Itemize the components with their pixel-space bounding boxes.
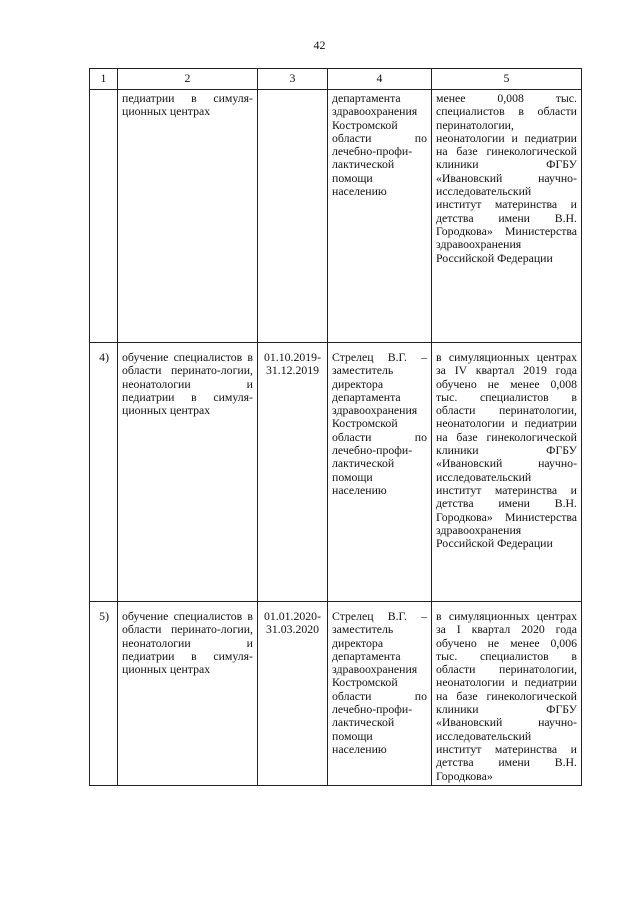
row-number: 4)	[90, 343, 118, 602]
responsible-cell: департамента здравоохранения Костромской области по лечебно-профи-лактической помощи населению	[328, 90, 432, 343]
event-cell: обучение специалистов в области перинато-логии, неонатологии и педиатрии в симуля-ционных центрах	[118, 602, 258, 786]
column-header: 3	[258, 69, 328, 90]
result-cell: менее 0,008 тыс. специалистов в области перинатологии, неонатологии и педиатрии на базе гинекологической клиники ФГБУ «Ивановский научно-исследовательский институт материнства и детства имени В.Н. Городкова» Министерства здравоохранения Российской Федерации	[432, 90, 582, 343]
column-header: 4	[328, 69, 432, 90]
page-number: 42	[313, 38, 326, 52]
responsible-cell: Стрелец В.Г. – заместитель директора департамента здравоохранения Костромской области по лечебно-профи-лактической помощи населению	[328, 602, 432, 786]
table-row	[90, 90, 582, 343]
result-cell: в симуляционных центрах за I квартал 2020 года обучено не менее 0,006 тыс. специалистов в области перинатологии, неонатологии и педиатрии на базе гинекологической клиники ФГБУ «Ивановский научно-исследовательский институт материнства и детства имени В.Н. Городкова»	[432, 602, 582, 786]
date-cell: 01.10.2019-31.12.2019	[258, 343, 328, 602]
column-header: 5	[432, 69, 582, 90]
table-header-row	[90, 69, 582, 90]
date-cell: 01.01.2020-31.03.2020	[258, 602, 328, 786]
responsible-cell: Стрелец В.Г. – заместитель директора департамента здравоохранения Костромской области по лечебно-профи-лактической помощи населению	[328, 343, 432, 602]
date-cell	[258, 90, 328, 343]
row-number	[90, 90, 118, 343]
column-header: 1	[90, 69, 118, 90]
table-row	[90, 343, 582, 602]
table-row	[90, 602, 582, 786]
event-cell: обучение специалистов в области перинато-логии, неонатологии и педиатрии в симуля-ционных центрах	[118, 343, 258, 602]
result-cell: в симуляционных центрах за IV квартал 2019 года обучено не менее 0,008 тыс. специалистов в области перинатологии, неонатологии и педиатрии на базе гинекологической клиники ФГБУ «Ивановский научно-исследовательский институт материнства и детства имени В.Н. Городкова» Министерства здравоохранения Российской Федерации	[432, 343, 582, 602]
row-number: 5)	[90, 602, 118, 786]
event-cell: педиатрии в симуля-ционных центрах	[118, 90, 258, 343]
plan-table	[89, 68, 582, 786]
column-header: 2	[118, 69, 258, 90]
